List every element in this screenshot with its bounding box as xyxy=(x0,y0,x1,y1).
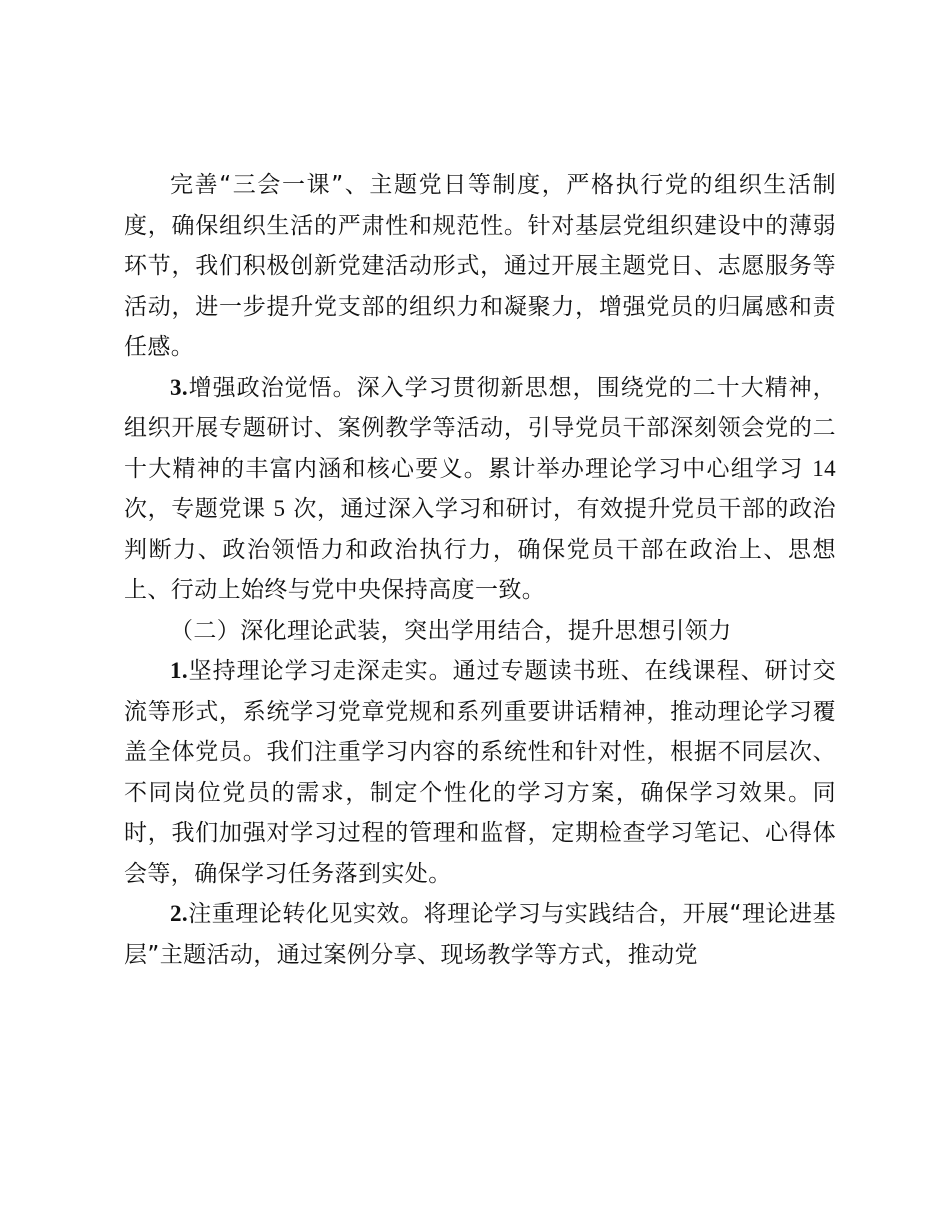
item-number: 2. xyxy=(170,901,189,926)
paragraph-organization-life xyxy=(124,165,836,368)
paragraph-text: 完善“三会一课”、主题党日等制度，严格执行党的组织生活制度，确保组织生活的严肃性和规范性。针对基层党组织建设中的薄弱环节，我们积极创新党建活动形式，通过开展主题党日、志愿服务等活动，进一步提升党支部的组织力和凝聚力，增强党员的归属感和责任感。 xyxy=(124,172,836,360)
paragraph-text: 次，通过深入学习和研讨，有效提升党员干部的政治判断力、政治领悟力和政治执行力，确保党员干部在政治上、思想上、行动上始终与党中央保持高度一致。 xyxy=(124,496,836,603)
paragraph-text: 深入学习贯彻新思想，围绕党的二十大精神，组织开展专题研讨、案例教学等活动，引导党员干部深刻领会党的二十大精神的丰富内涵和核心要义。累计举办理论学习中心组学习 xyxy=(124,374,836,482)
section-heading xyxy=(124,611,836,652)
item-number: 1. xyxy=(170,658,189,683)
paragraph-theory-study xyxy=(124,651,836,894)
item-heading: 增强政治觉悟。 xyxy=(188,374,357,401)
item-heading: 注重理论转化见实效。 xyxy=(188,901,424,927)
paragraph-text: 通过专题读书班、在线课程、研讨交流等形式，系统学习党章党规和系列重要讲话精神，推动理论学习覆盖全体党员。我们注重学习内容的系统性和针对性，根据不同层次、不同岗位党员的需求，制定个性化的学习方案，确保学习效果。同时，我们加强对学习过程的管理和监督，定期检查学习笔记、心得体会等，确保学习任务落到实处。 xyxy=(124,658,836,887)
section-heading-text: （二）深化理论武装，突出学用结合，提升思想引领力 xyxy=(170,617,732,644)
study-count: 14 xyxy=(812,455,836,481)
paragraph-text: 次，专题党课 xyxy=(124,496,274,522)
paragraph-theory-practice xyxy=(124,894,836,975)
paragraph-text: 将理论学习与实践结合，开展“理论进基层”主题活动，通过案例分享、现场教学等方式，推动党 xyxy=(124,901,836,968)
item-number: 3. xyxy=(170,374,189,400)
document-body xyxy=(124,165,836,975)
paragraph-political-awareness xyxy=(124,368,836,611)
item-heading: 坚持理论学习走深走实。 xyxy=(188,658,453,684)
lecture-count: 5 xyxy=(273,496,286,521)
